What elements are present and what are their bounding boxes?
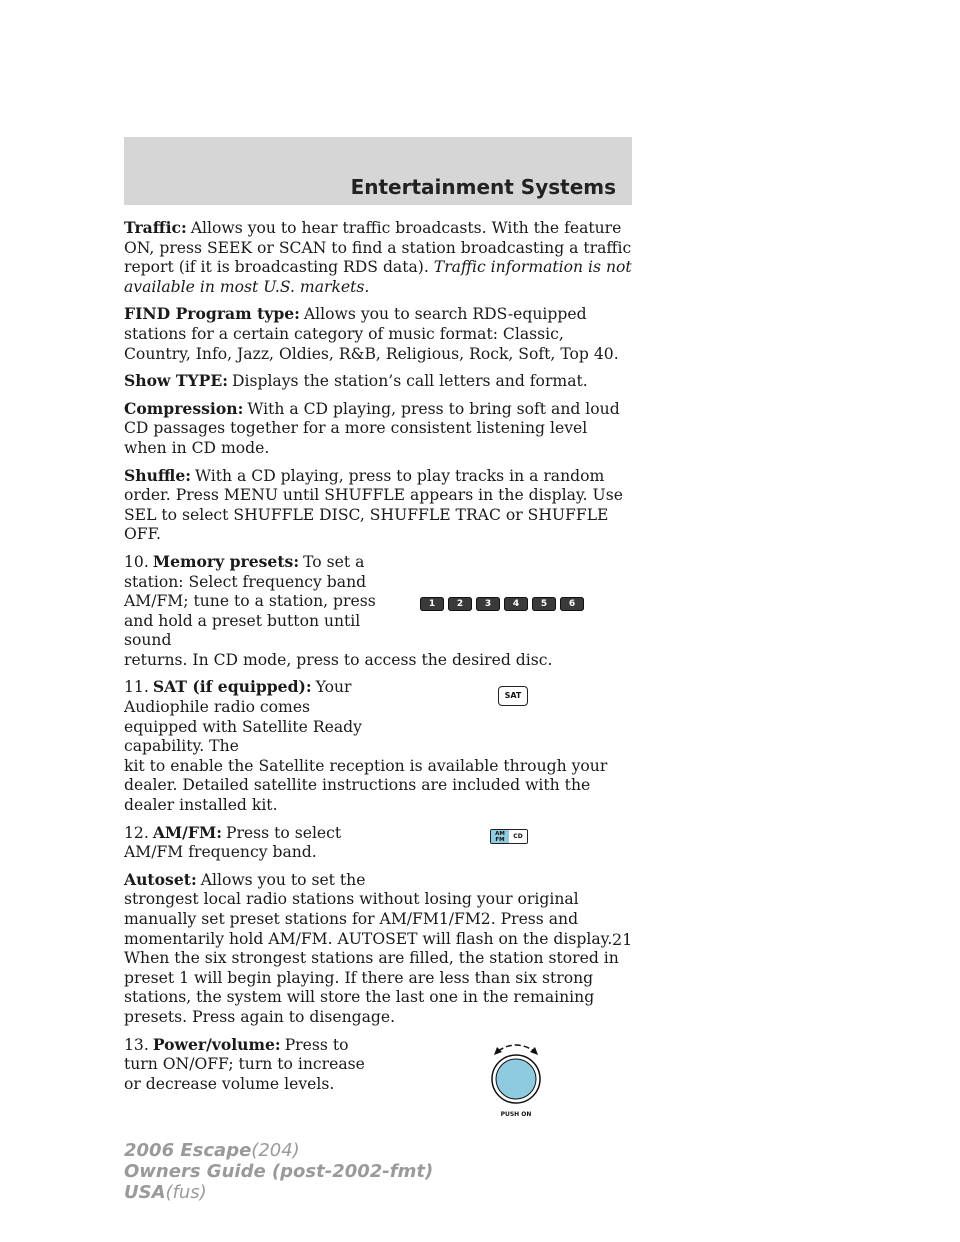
power-volume-text: Press to turn ON/OFF; turn to increase or decrease volume levels. <box>124 1035 365 1093</box>
page-content <box>124 218 634 1118</box>
power-volume-paragraph <box>124 1035 384 1095</box>
shuffle-label: Shuffle: <box>124 465 192 485</box>
shuffle-text: With a CD playing, press to play tracks in a random order. Press MENU until SHUFFLE appears in the display. Use SEL to select SHUFFLE DISC, SHUFFLE TRAC or SHUFFLE OFF. <box>124 466 623 544</box>
autoset-label: Autoset: <box>124 869 197 889</box>
preset-button-4[interactable]: 4 <box>504 597 528 611</box>
amfm-button-half[interactable] <box>491 830 509 843</box>
amfm-paragraph <box>124 823 384 863</box>
sat-text-b: kit to enable the Satellite reception is available through your dealer. Detailed satellite instructions are included with the dealer installed kit. <box>124 756 608 815</box>
compression-text: With a CD playing, press to bring soft and loud CD passages together for a more consistent listening level when in CD mode. <box>124 399 620 457</box>
preset-button-2[interactable]: 2 <box>448 597 472 611</box>
sat-number: 11. <box>124 678 149 697</box>
sat-text-a: Your Audiophile radio comes equipped with Satellite Ready capability. The <box>124 678 362 756</box>
show-type-label: Show TYPE: <box>124 371 228 391</box>
traffic-label: Traffic: <box>124 218 187 237</box>
autoset-text-b: strongest local radio stations without losing your original manually set preset stations for AM/FM1/FM2. Press and momentarily hold AM/FM. AUTOSET will flash on the display. When the six strongest stations are filled, the station stored in preset 1 will begin playing. If there are less than six strong stations, the system will store the last one in the remaining presets. Press again to disengage. <box>124 890 619 1026</box>
amfm-label: AM/FM: <box>152 822 222 842</box>
footer-market-code: (fus) <box>165 1182 207 1203</box>
preset-button-1[interactable]: 1 <box>420 597 444 611</box>
fm-text: FM <box>495 836 505 843</box>
traffic-note: Traffic information is not available in most U.S. markets. <box>124 258 632 296</box>
footer-line-3 <box>124 1182 433 1203</box>
sat-paragraph-b <box>124 757 634 816</box>
amfm-cd-button[interactable] <box>490 829 528 844</box>
autoset-section <box>124 870 634 1028</box>
volume-knob-icon[interactable] <box>488 1035 544 1105</box>
memory-presets-text-a: To set a station: Select frequency band AM/FM; tune to a station, press and hold a preset button until sound <box>124 552 376 650</box>
find-program-label: FIND Program type: <box>124 304 300 324</box>
preset-button-3[interactable]: 3 <box>476 597 500 611</box>
preset-button-5[interactable]: 5 <box>532 597 556 611</box>
autoset-paragraph-b <box>124 890 634 1027</box>
show-type-text: Displays the station’s call letters and format. <box>231 372 588 391</box>
compression-paragraph <box>124 399 634 459</box>
page-number: 21 <box>612 930 633 949</box>
preset-button-6[interactable]: 6 <box>560 597 584 611</box>
footer-model-code: (204) <box>251 1140 300 1161</box>
cd-button-half[interactable]: CD <box>509 830 527 843</box>
footer-line-2: Owners Guide (post-2002-fmt) <box>124 1161 434 1182</box>
autoset-paragraph-a <box>124 870 384 891</box>
memory-presets-paragraph-a <box>124 552 384 651</box>
amfm-number: 12. <box>124 823 149 842</box>
power-volume-section <box>124 1034 634 1118</box>
memory-presets-text-b: returns. In CD mode, press to access the desired disc. <box>124 650 553 669</box>
footer-line-1 <box>124 1140 433 1161</box>
autoset-text-a: Allows you to set the <box>200 870 366 889</box>
power-volume-knob-figure <box>488 1035 544 1118</box>
header-band <box>124 137 632 205</box>
section-title: Entertainment Systems <box>350 175 616 199</box>
amfm-section <box>124 823 634 863</box>
power-volume-label: Power/volume: <box>152 1034 281 1054</box>
preset-buttons-figure <box>420 597 584 611</box>
sat-button[interactable]: SAT <box>498 686 528 706</box>
amfm-text: Press to select AM/FM frequency band. <box>124 823 342 862</box>
memory-presets-section <box>124 552 634 671</box>
compression-label: Compression: <box>124 398 244 418</box>
am-text: AM <box>495 830 505 837</box>
power-volume-number: 13. <box>124 1035 149 1054</box>
find-program-text: Allows you to search RDS-equipped stations for a certain category of music format: Classic, Country, Info, Jazz, Oldies, R&B, Religious, Rock, Soft, Top 40. <box>124 305 619 363</box>
sat-paragraph-a <box>124 677 384 756</box>
footer-market: USA <box>124 1182 166 1203</box>
footer <box>124 1140 433 1203</box>
footer-model: 2006 Escape <box>124 1140 252 1161</box>
shuffle-paragraph <box>124 466 634 545</box>
push-on-label: PUSH ON <box>500 1110 532 1118</box>
memory-presets-label: Memory presets: <box>152 551 300 571</box>
traffic-paragraph <box>124 218 634 297</box>
traffic-text: Allows you to hear traffic broadcasts. With the feature ON, press SEEK or SCAN to find a station broadcasting a traffic report (if it is broadcasting RDS data). <box>124 219 632 277</box>
sat-label: SAT (if equipped): <box>152 677 312 697</box>
sat-section <box>124 677 634 815</box>
show-type-paragraph <box>124 371 634 392</box>
memory-presets-paragraph-b <box>124 651 634 671</box>
find-program-paragraph <box>124 304 634 364</box>
memory-presets-number: 10. <box>124 552 149 571</box>
